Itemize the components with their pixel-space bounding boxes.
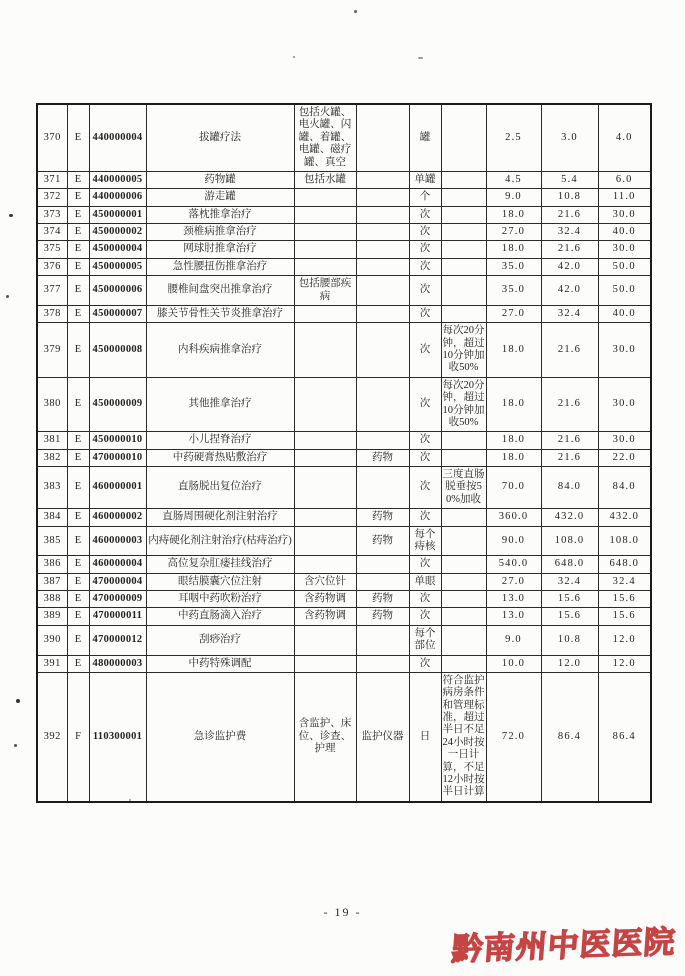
cell-cls: E <box>67 206 89 223</box>
cell-name: 高位复杂肛瘘挂线治疗 <box>146 556 294 573</box>
cell-p2: 3.0 <box>541 104 598 171</box>
cell-include <box>294 625 356 655</box>
cell-code: 440000006 <box>89 189 146 206</box>
cell-p3: 32.4 <box>598 573 651 590</box>
cell-seq: 375 <box>37 241 67 258</box>
table-row <box>37 526 651 556</box>
scan-speck <box>16 699 20 703</box>
cell-unit: 每个部位 <box>409 625 441 655</box>
cell-p1: 4.5 <box>486 171 541 188</box>
cell-p3: 12.0 <box>598 625 651 655</box>
table-row <box>37 449 651 466</box>
cell-p3: 30.0 <box>598 432 651 449</box>
cell-remark <box>441 608 486 625</box>
cell-exclude: 监护仪器 <box>356 672 409 801</box>
cell-p3: 432.0 <box>598 509 651 526</box>
cell-code: 460000002 <box>89 509 146 526</box>
cell-include <box>294 432 356 449</box>
cell-seq: 372 <box>37 189 67 206</box>
cell-p1: 27.0 <box>486 305 541 322</box>
cell-code: 450000005 <box>89 258 146 275</box>
cell-code: 470000004 <box>89 573 146 590</box>
cell-name: 网球肘推拿治疗 <box>146 241 294 258</box>
cell-p2: 32.4 <box>541 305 598 322</box>
cell-seq: 385 <box>37 526 67 556</box>
cell-cls: E <box>67 241 89 258</box>
cell-unit: 次 <box>409 206 441 223</box>
cell-code: 470000011 <box>89 608 146 625</box>
cell-seq: 389 <box>37 608 67 625</box>
cell-unit: 次 <box>409 608 441 625</box>
table-row <box>37 432 651 449</box>
cell-remark <box>441 449 486 466</box>
cell-exclude <box>356 467 409 509</box>
table-row <box>37 591 651 608</box>
cell-p3: 108.0 <box>598 526 651 556</box>
cell-remark <box>441 224 486 241</box>
cell-code: 450000002 <box>89 224 146 241</box>
cell-unit: 次 <box>409 258 441 275</box>
cell-exclude <box>356 224 409 241</box>
cell-p1: 70.0 <box>486 467 541 509</box>
cell-unit: 次 <box>409 377 441 432</box>
cell-name: 药物罐 <box>146 171 294 188</box>
cell-unit: 个 <box>409 189 441 206</box>
cell-name: 膝关节骨性关节炎推拿治疗 <box>146 305 294 322</box>
table-row <box>37 655 651 672</box>
cell-include <box>294 377 356 432</box>
cell-p1: 35.0 <box>486 276 541 306</box>
cell-p3: 30.0 <box>598 323 651 378</box>
cell-p2: 108.0 <box>541 526 598 556</box>
cell-p3: 30.0 <box>598 377 651 432</box>
cell-p2: 10.8 <box>541 189 598 206</box>
scan-speck <box>129 799 131 801</box>
cell-name: 落枕推拿治疗 <box>146 206 294 223</box>
cell-name: 内痔硬化剂注射治疗(枯痔治疗) <box>146 526 294 556</box>
cell-p3: 22.0 <box>598 449 651 466</box>
cell-exclude <box>356 104 409 171</box>
cell-seq: 381 <box>37 432 67 449</box>
scan-speck <box>14 744 17 747</box>
cell-include <box>294 258 356 275</box>
cell-code: 450000006 <box>89 276 146 306</box>
cell-cls: E <box>67 509 89 526</box>
cell-cls: E <box>67 449 89 466</box>
cell-seq: 376 <box>37 258 67 275</box>
cell-include <box>294 509 356 526</box>
cell-seq: 386 <box>37 556 67 573</box>
cell-exclude: 药物 <box>356 591 409 608</box>
cell-exclude <box>356 377 409 432</box>
cell-p3: 4.0 <box>598 104 651 171</box>
cell-exclude <box>356 189 409 206</box>
table-row <box>37 467 651 509</box>
cell-unit: 罐 <box>409 104 441 171</box>
cell-code: 450000008 <box>89 323 146 378</box>
cell-remark <box>441 189 486 206</box>
table-row <box>37 323 651 378</box>
table-row <box>37 104 651 171</box>
cell-p2: 648.0 <box>541 556 598 573</box>
cell-remark: 每次20分钟，超过10分钟加收50% <box>441 323 486 378</box>
cell-p3: 30.0 <box>598 241 651 258</box>
cell-p1: 18.0 <box>486 241 541 258</box>
cell-cls: E <box>67 467 89 509</box>
cell-p2: 42.0 <box>541 258 598 275</box>
table-row <box>37 241 651 258</box>
cell-name: 耳咽中药吹粉治疗 <box>146 591 294 608</box>
cell-p2: 21.6 <box>541 449 598 466</box>
cell-unit: 次 <box>409 241 441 258</box>
cell-exclude: 药物 <box>356 509 409 526</box>
cell-remark: 符合监护病房条件和管理标准，超过半日不足24小时按一日计算，不足12小时按半日计算 <box>441 672 486 801</box>
cell-include: 含监护、床位、诊查、护理 <box>294 672 356 801</box>
cell-unit: 次 <box>409 224 441 241</box>
cell-cls: E <box>67 526 89 556</box>
cell-seq: 371 <box>37 171 67 188</box>
cell-unit: 次 <box>409 655 441 672</box>
cell-unit: 次 <box>409 556 441 573</box>
cell-p1: 72.0 <box>486 672 541 801</box>
cell-code: 460000004 <box>89 556 146 573</box>
cell-exclude <box>356 258 409 275</box>
cell-name: 直肠脱出复位治疗 <box>146 467 294 509</box>
cell-include: 含穴位针 <box>294 573 356 590</box>
cell-code: 460000003 <box>89 526 146 556</box>
cell-p2: 432.0 <box>541 509 598 526</box>
cell-remark: 三度直肠脱垂按50%加收 <box>441 467 486 509</box>
cell-seq: 383 <box>37 467 67 509</box>
cell-code: 470000010 <box>89 449 146 466</box>
cell-exclude <box>356 655 409 672</box>
cell-p3: 6.0 <box>598 171 651 188</box>
cell-include <box>294 467 356 509</box>
cell-exclude <box>356 206 409 223</box>
table-row <box>37 556 651 573</box>
cell-include: 包括腰部疾病 <box>294 276 356 306</box>
cell-p3: 86.4 <box>598 672 651 801</box>
cell-seq: 370 <box>37 104 67 171</box>
cell-cls: E <box>67 625 89 655</box>
cell-unit: 次 <box>409 509 441 526</box>
cell-seq: 374 <box>37 224 67 241</box>
cell-remark <box>441 258 486 275</box>
cell-code: 460000001 <box>89 467 146 509</box>
cell-name: 内科疾病推拿治疗 <box>146 323 294 378</box>
cell-exclude: 药物 <box>356 449 409 466</box>
cell-name: 眼结膜囊穴位注射 <box>146 573 294 590</box>
table-row <box>37 171 651 188</box>
cell-remark <box>441 206 486 223</box>
cell-p1: 2.5 <box>486 104 541 171</box>
cell-include: 含药物调 <box>294 591 356 608</box>
table-row <box>37 377 651 432</box>
table-row <box>37 224 651 241</box>
cell-p3: 12.0 <box>598 655 651 672</box>
cell-name: 急性腰扭伤推拿治疗 <box>146 258 294 275</box>
cell-p3: 40.0 <box>598 305 651 322</box>
cell-remark <box>441 171 486 188</box>
cell-include <box>294 241 356 258</box>
cell-p1: 35.0 <box>486 258 541 275</box>
cell-remark <box>441 625 486 655</box>
cell-cls: E <box>67 276 89 306</box>
cell-name: 急诊监护费 <box>146 672 294 801</box>
cell-unit: 次 <box>409 276 441 306</box>
scan-speck <box>418 57 423 59</box>
cell-cls: E <box>67 655 89 672</box>
cell-exclude <box>356 276 409 306</box>
scan-speck <box>293 56 295 58</box>
cell-p3: 15.6 <box>598 591 651 608</box>
cell-include <box>294 189 356 206</box>
cell-code: 480000003 <box>89 655 146 672</box>
cell-name: 拔罐疗法 <box>146 104 294 171</box>
table-row <box>37 258 651 275</box>
cell-cls: E <box>67 224 89 241</box>
cell-include <box>294 526 356 556</box>
cell-seq: 379 <box>37 323 67 378</box>
cell-cls: E <box>67 377 89 432</box>
cell-remark <box>441 276 486 306</box>
cell-p2: 86.4 <box>541 672 598 801</box>
cell-unit: 次 <box>409 467 441 509</box>
cell-cls: E <box>67 104 89 171</box>
table-row <box>37 573 651 590</box>
cell-p2: 42.0 <box>541 276 598 306</box>
cell-remark: 每次20分钟，超过10分钟加收50% <box>441 377 486 432</box>
cell-remark <box>441 591 486 608</box>
cell-p3: 15.6 <box>598 608 651 625</box>
cell-p1: 540.0 <box>486 556 541 573</box>
cell-p2: 15.6 <box>541 608 598 625</box>
cell-p2: 12.0 <box>541 655 598 672</box>
cell-remark <box>441 526 486 556</box>
cell-p3: 50.0 <box>598 276 651 306</box>
cell-p1: 18.0 <box>486 323 541 378</box>
cell-seq: 384 <box>37 509 67 526</box>
cell-exclude: 药物 <box>356 526 409 556</box>
cell-p2: 21.6 <box>541 323 598 378</box>
cell-exclude <box>356 556 409 573</box>
cell-name: 直肠周围硬化剂注射治疗 <box>146 509 294 526</box>
cell-name: 中药直肠滴入治疗 <box>146 608 294 625</box>
cell-p1: 27.0 <box>486 224 541 241</box>
cell-unit: 单眼 <box>409 573 441 590</box>
cell-p2: 32.4 <box>541 573 598 590</box>
hospital-watermark: 黔南州中医医院 <box>450 924 677 968</box>
cell-remark <box>441 655 486 672</box>
cell-include: 包括火罐、电火罐、闪罐、着罐、电罐、磁疗罐、真空 <box>294 104 356 171</box>
scan-speck <box>6 295 9 298</box>
cell-p1: 10.0 <box>486 655 541 672</box>
cell-p1: 18.0 <box>486 449 541 466</box>
cell-exclude <box>356 432 409 449</box>
cell-cls: E <box>67 189 89 206</box>
cell-p3: 30.0 <box>598 206 651 223</box>
cell-remark <box>441 573 486 590</box>
cell-include <box>294 305 356 322</box>
cell-p1: 18.0 <box>486 206 541 223</box>
cell-include <box>294 556 356 573</box>
cell-remark <box>441 104 486 171</box>
cell-seq: 387 <box>37 573 67 590</box>
cell-p3: 11.0 <box>598 189 651 206</box>
cell-p2: 21.6 <box>541 432 598 449</box>
cell-exclude <box>356 573 409 590</box>
cell-seq: 377 <box>37 276 67 306</box>
scan-speck <box>354 10 357 13</box>
cell-name: 中药硬膏热贴敷治疗 <box>146 449 294 466</box>
cell-code: 450000001 <box>89 206 146 223</box>
cell-p1: 9.0 <box>486 625 541 655</box>
cell-cls: E <box>67 323 89 378</box>
cell-seq: 391 <box>37 655 67 672</box>
cell-p3: 50.0 <box>598 258 651 275</box>
cell-p3: 40.0 <box>598 224 651 241</box>
cell-include: 包括水罐 <box>294 171 356 188</box>
cell-code: 450000004 <box>89 241 146 258</box>
cell-p1: 9.0 <box>486 189 541 206</box>
cell-remark <box>441 241 486 258</box>
cell-seq: 392 <box>37 672 67 801</box>
cell-unit: 日 <box>409 672 441 801</box>
cell-remark <box>441 556 486 573</box>
cell-remark <box>441 305 486 322</box>
cell-name: 小儿捏脊治疗 <box>146 432 294 449</box>
cell-cls: E <box>67 305 89 322</box>
cell-p2: 84.0 <box>541 467 598 509</box>
cell-p2: 5.4 <box>541 171 598 188</box>
cell-code: 450000009 <box>89 377 146 432</box>
cell-include <box>294 224 356 241</box>
cell-unit: 次 <box>409 591 441 608</box>
cell-unit: 单罐 <box>409 171 441 188</box>
cell-cls: E <box>67 608 89 625</box>
cell-name: 颈椎病推拿治疗 <box>146 224 294 241</box>
cell-code: 110300001 <box>89 672 146 801</box>
cell-unit: 每个痔核 <box>409 526 441 556</box>
cell-unit: 次 <box>409 432 441 449</box>
cell-p1: 18.0 <box>486 432 541 449</box>
cell-code: 440000004 <box>89 104 146 171</box>
cell-p2: 15.6 <box>541 591 598 608</box>
cell-code: 450000010 <box>89 432 146 449</box>
cell-include <box>294 449 356 466</box>
cell-p1: 90.0 <box>486 526 541 556</box>
cell-cls: E <box>67 573 89 590</box>
cell-code: 440000005 <box>89 171 146 188</box>
table-row <box>37 608 651 625</box>
table-row <box>37 672 651 801</box>
cell-include <box>294 655 356 672</box>
cell-seq: 388 <box>37 591 67 608</box>
cell-p2: 32.4 <box>541 224 598 241</box>
cell-p1: 13.0 <box>486 591 541 608</box>
cell-cls: E <box>67 432 89 449</box>
fee-table-body <box>37 104 651 802</box>
table-row <box>37 276 651 306</box>
cell-unit: 次 <box>409 449 441 466</box>
cell-seq: 382 <box>37 449 67 466</box>
cell-include <box>294 323 356 378</box>
table-row <box>37 305 651 322</box>
cell-name: 游走罐 <box>146 189 294 206</box>
cell-seq: 378 <box>37 305 67 322</box>
cell-cls: F <box>67 672 89 801</box>
cell-seq: 373 <box>37 206 67 223</box>
cell-p2: 21.6 <box>541 377 598 432</box>
page-number: - 19 - <box>323 905 362 919</box>
cell-name: 腰椎间盘突出推拿治疗 <box>146 276 294 306</box>
cell-exclude <box>356 241 409 258</box>
table-row <box>37 625 651 655</box>
cell-name: 中药特殊调配 <box>146 655 294 672</box>
cell-unit: 次 <box>409 305 441 322</box>
cell-remark <box>441 432 486 449</box>
cell-remark <box>441 509 486 526</box>
cell-name: 刮痧治疗 <box>146 625 294 655</box>
cell-p2: 10.8 <box>541 625 598 655</box>
cell-p1: 360.0 <box>486 509 541 526</box>
cell-p1: 27.0 <box>486 573 541 590</box>
table-row <box>37 509 651 526</box>
cell-exclude <box>356 323 409 378</box>
cell-include: 含药物调 <box>294 608 356 625</box>
cell-seq: 380 <box>37 377 67 432</box>
cell-p1: 18.0 <box>486 377 541 432</box>
cell-code: 450000007 <box>89 305 146 322</box>
cell-unit: 次 <box>409 323 441 378</box>
cell-exclude <box>356 625 409 655</box>
cell-code: 470000012 <box>89 625 146 655</box>
cell-name: 其他推拿治疗 <box>146 377 294 432</box>
cell-include <box>294 206 356 223</box>
table-row <box>37 206 651 223</box>
cell-p3: 648.0 <box>598 556 651 573</box>
cell-p2: 21.6 <box>541 241 598 258</box>
table-row <box>37 189 651 206</box>
cell-cls: E <box>67 591 89 608</box>
cell-exclude <box>356 171 409 188</box>
cell-p2: 21.6 <box>541 206 598 223</box>
cell-exclude <box>356 305 409 322</box>
fee-table <box>36 103 652 803</box>
scan-speck <box>9 214 13 217</box>
cell-cls: E <box>67 556 89 573</box>
cell-cls: E <box>67 171 89 188</box>
cell-p3: 84.0 <box>598 467 651 509</box>
cell-exclude: 药物 <box>356 608 409 625</box>
cell-p1: 13.0 <box>486 608 541 625</box>
cell-cls: E <box>67 258 89 275</box>
cell-seq: 390 <box>37 625 67 655</box>
cell-code: 470000009 <box>89 591 146 608</box>
